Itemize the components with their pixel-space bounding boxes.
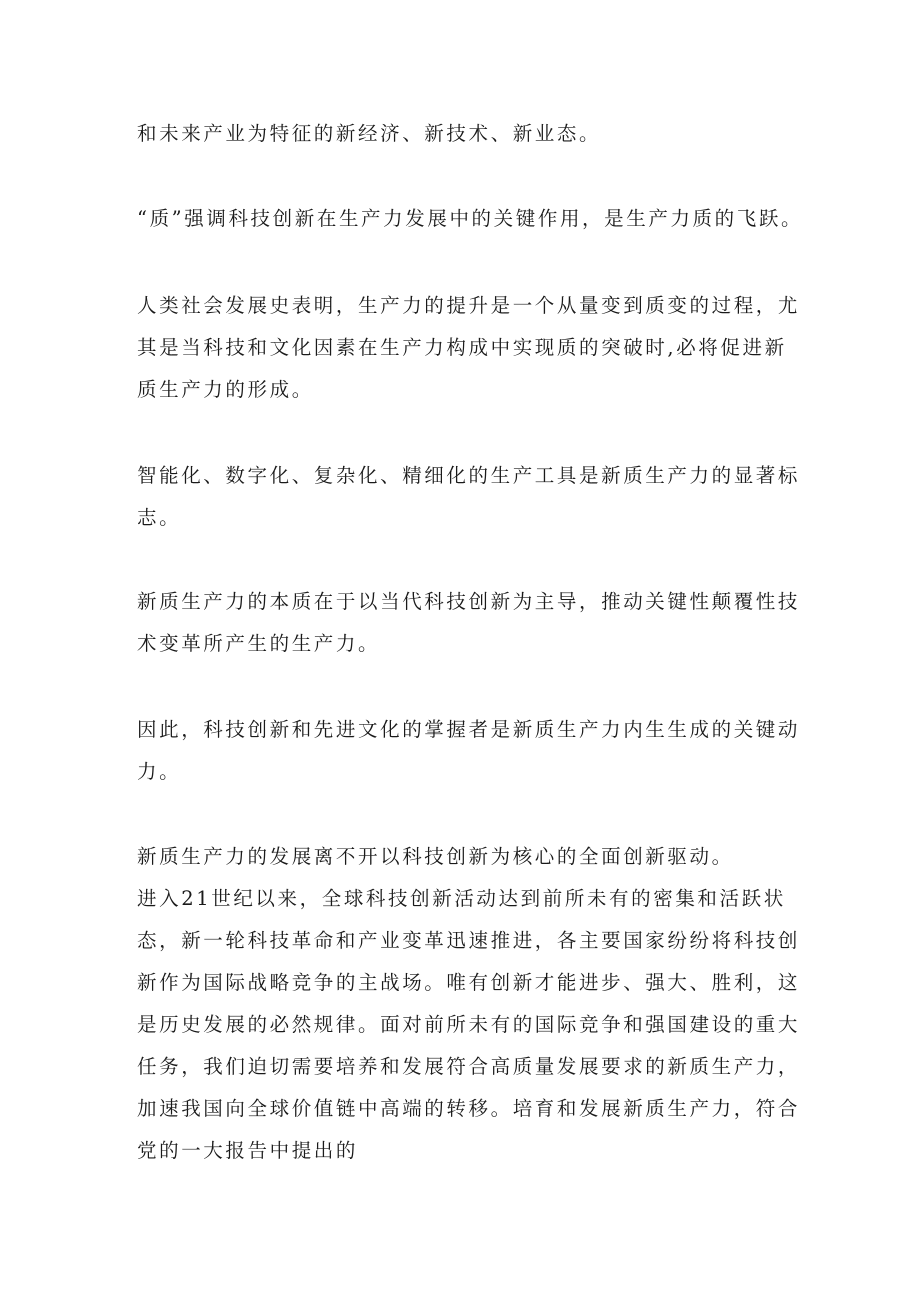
text-line: 任务，我们迫切需要培养和发展符合高质量发展要求的新质生产力， [137, 1055, 801, 1078]
text-line: 态，新一轮科技革命和产业变革迅速推进，各主要国家纷纷将科技创 [137, 929, 801, 952]
text-line: 新作为国际战略竞争的主战场。唯有创新才能进步、强大、胜利，这 [137, 971, 801, 994]
text-line: 因此，科技创新和先进文化的掌握者是新质生产力内生生成的关键动 [137, 718, 801, 741]
paragraph-5 [137, 581, 801, 665]
paragraph-6 [137, 709, 801, 793]
text-line: 党的一大报告中提出的 [137, 1139, 359, 1162]
text-line: 人类社会发展史表明，生产力的提升是一个从量变到质变的过程，尤 [137, 294, 801, 317]
paragraph-3 [137, 285, 801, 411]
text-line: 加速我国向全球价值链中高端的转移。培育和发展新质生产力，符合 [137, 1097, 801, 1120]
paragraph-1 [137, 113, 797, 155]
text-line: 志。 [137, 506, 182, 529]
paragraph-2 [137, 198, 804, 240]
paragraph-4 [137, 455, 801, 539]
text-line: 新质生产力的本质在于以当代科技创新为主导，推动关键性颠覆性技 [137, 590, 801, 613]
text-line: 是历史发展的必然规律。面对前所未有的国际竞争和强国建设的重大 [137, 1013, 801, 1036]
text-line: 术变革所产生的生产力。 [137, 632, 381, 655]
text-line: 新质生产力的发展离不开以科技创新为核心的全面创新驱动。 [137, 845, 734, 868]
text-line: 和未来产业为特征的新经济、新技术、新业态。 [137, 122, 602, 145]
text-line: 其是当科技和文化因素在生产力构成中实现质的突破时,必将促进新 [137, 336, 787, 359]
text-line: 进入21世纪以来，全球科技创新活动达到前所未有的密集和活跃状 [137, 887, 786, 910]
text-line: 质生产力的形成。 [137, 378, 314, 401]
text-line: 力。 [137, 760, 182, 783]
text-line: 智能化、数字化、复杂化、精细化的生产工具是新质生产力的显著标 [137, 464, 801, 487]
text-line: “质”强调科技创新在生产力发展中的关键作用，是生产力质的飞跃。 [137, 207, 804, 230]
paragraph-7 [137, 836, 801, 1172]
